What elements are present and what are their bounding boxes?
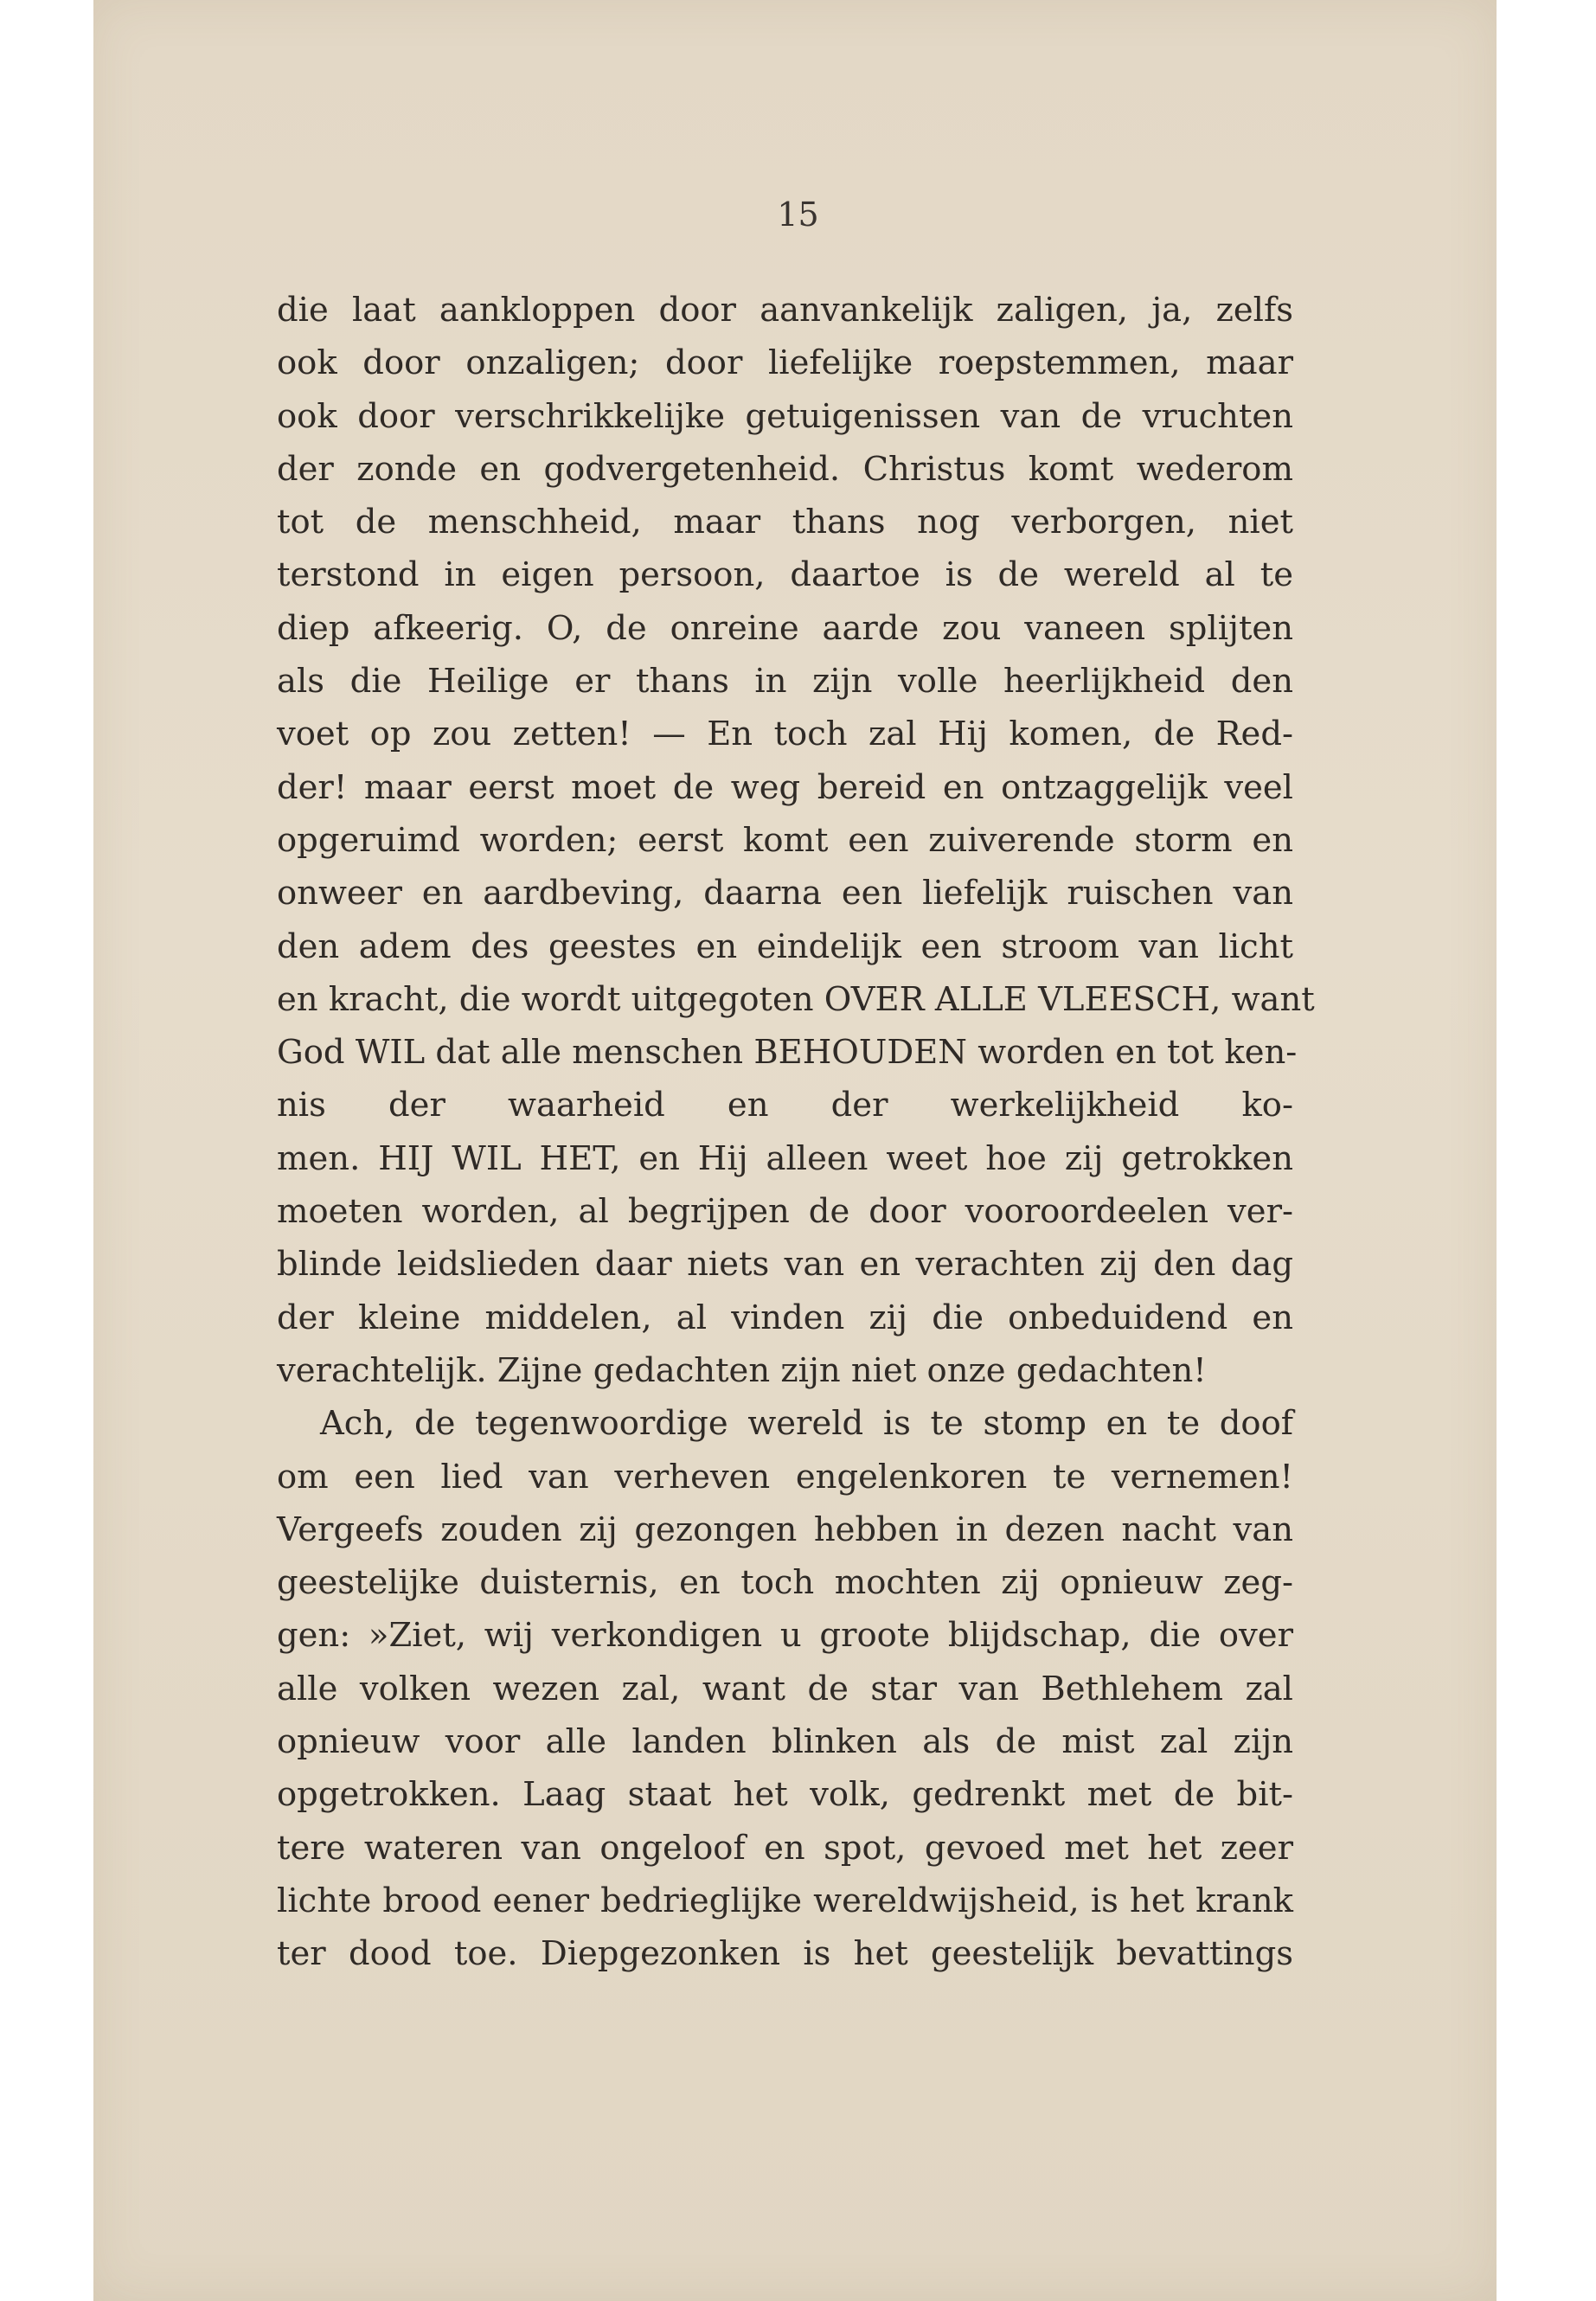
text-line: voet op zou zetten! — En toch zal Hij komen, de Red- xyxy=(277,715,1293,754)
text-line: nis der waarheid en der werkelijkheid ko- xyxy=(277,1086,1293,1125)
text-line: ook door verschrikkelijke getuigenissen van de vruchten xyxy=(277,396,1293,436)
page-number: 15 xyxy=(777,195,819,234)
text-line: onweer en aardbeving, daarna een liefelijk ruischen van xyxy=(277,874,1293,913)
text-line: men. HIJ WIL HET, en Hij alleen weet hoe zij getrokken xyxy=(277,1138,1293,1178)
text-line: tot de menschheid, maar thans nog verborgen, niet xyxy=(277,503,1293,542)
text-line: verachtelijk. Zijne gedachten zijn niet onze gedachten! xyxy=(277,1350,1207,1390)
text-line: Vergeefs zouden zij gezongen hebben in dezen nacht van xyxy=(277,1509,1293,1549)
text-line: alle volken wezen zal, want de star van Bethlehem zal xyxy=(277,1669,1293,1708)
text-line: diep afkeerig. O, de onreine aarde zou vaneen splijten xyxy=(277,608,1293,648)
text-line: der! maar eerst moet de weg bereid en ontzaggelijk veel xyxy=(277,767,1293,807)
text-line: tere wateren van ongeloof en spot, gevoed met het zeer xyxy=(277,1828,1293,1868)
text-line: Ach, de tegenwoordige wereld is te stomp en te doof xyxy=(320,1404,1293,1444)
text-line: God WIL dat alle menschen BEHOUDEN worden en tot ken- xyxy=(277,1033,1298,1073)
text-line: opgeruimd worden; eerst komt een zuiverende storm en xyxy=(277,820,1293,860)
text-line: opnieuw voor alle landen blinken als de mist zal zijn xyxy=(277,1722,1293,1762)
text-line: en kracht, die wordt uitgegoten OVER ALLE VLEESCH, want xyxy=(277,979,1315,1019)
text-line: gen: »Ziet, wij verkondigen u groote blijdschap, die over xyxy=(277,1616,1293,1656)
text-line: terstond in eigen persoon, daartoe is de wereld al te xyxy=(277,555,1293,595)
text-line: ter dood toe. Diepgezonken is het geestelijk bevattings xyxy=(277,1934,1293,1974)
text-line: der zonde en godvergetenheid. Christus komt wederom xyxy=(277,449,1293,489)
text-line: opgetrokken. Laag staat het volk, gedrenkt met de bit- xyxy=(277,1775,1293,1815)
text-line: der kleine middelen, al vinden zij die onbeduidend en xyxy=(277,1298,1293,1337)
text-line: om een lied van verheven engelenkoren te vernemen! xyxy=(277,1457,1293,1497)
text-line: lichte brood eener bedrieglijke wereldwijsheid, is het krank xyxy=(277,1881,1293,1920)
text-line: den adem des geestes en eindelijk een stroom van licht xyxy=(277,926,1293,966)
text-line: geestelijke duisternis, en toch mochten zij opnieuw zeg- xyxy=(277,1563,1293,1603)
body-text xyxy=(277,284,1315,1981)
text-line: die laat aankloppen door aanvankelijk zaligen, ja, zelfs xyxy=(277,291,1293,330)
text-line: blinde leidslieden daar niets van en verachten zij den dag xyxy=(277,1245,1293,1285)
text-line: moeten worden, al begrijpen de door vooroordeelen ver- xyxy=(277,1192,1293,1232)
text-line: als die Heilige er thans in zijn volle heerlijkheid den xyxy=(277,662,1293,702)
text-line: ook door onzaligen; door liefelijke roepstemmen, maar xyxy=(277,343,1293,383)
